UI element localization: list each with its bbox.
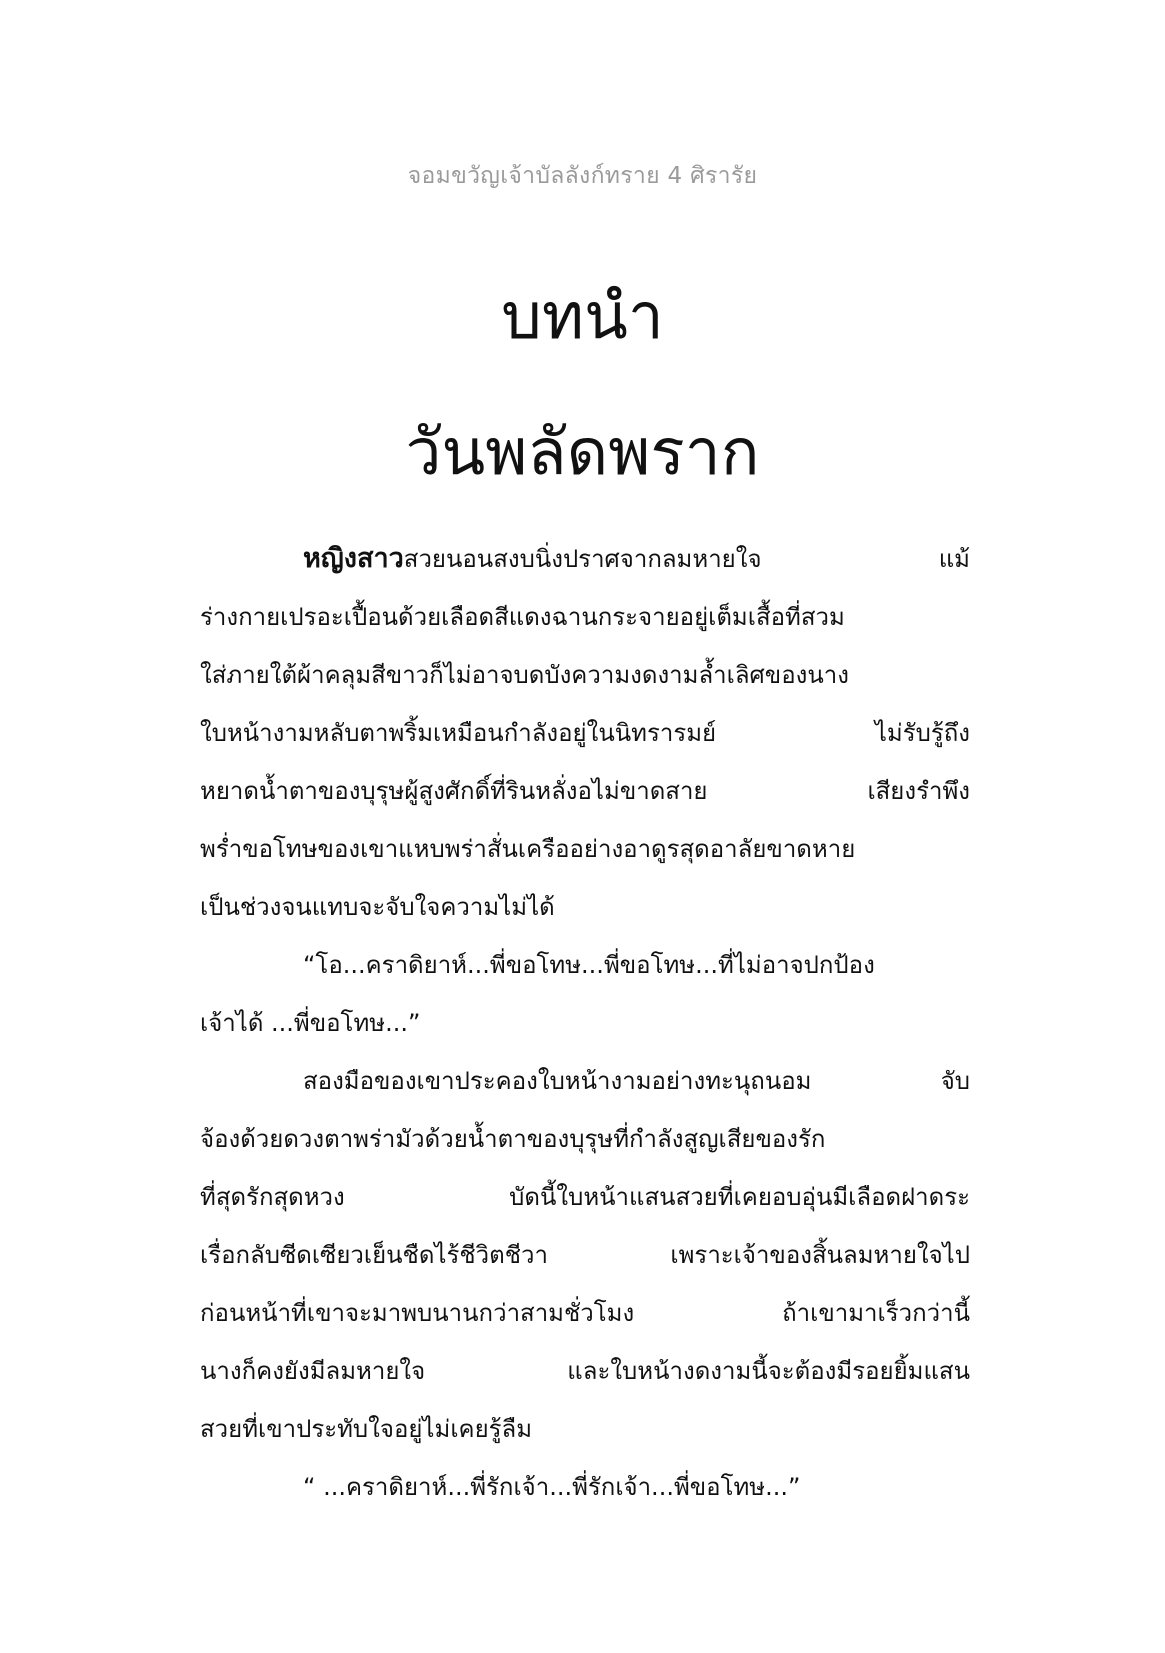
- paragraph-3-line: สวยที่เขาประทับใจอยู่ไม่เคยรู้ลืม: [200, 1415, 533, 1443]
- paragraph-2-line: เจ้าได้ ...พี่ขอโทษ...”: [200, 1009, 421, 1037]
- paragraph-3-line: นางก็คงยังมีลมหายใจ และใบหน้างดงามนี้จะต้องมีรอยยิ้มแสน: [200, 1357, 970, 1385]
- paragraph-1-line: ร่างกายเปรอะเปื้อนด้วยเลือดสีแดงฉานกระจายอยู่เต็มเสื้อที่สวม: [200, 603, 845, 631]
- chapter-label: บทนำ: [501, 280, 664, 354]
- paragraph-1-line: เป็นช่วงจนแทบจะจับใจความไม่ได้: [200, 893, 555, 921]
- paragraph-3-line: สองมือของเขาประคองใบหน้างามอย่างทะนุถนอม จับ: [303, 1067, 970, 1095]
- paragraph-3-line: ที่สุดรักสุดหวง บัดนี้ใบหน้าแสนสวยที่เคยอบอุ่นมีเลือดฝาดระ: [200, 1183, 970, 1211]
- paragraph-2-line: “โอ...คราดิยาห์...พี่ขอโทษ...พี่ขอโทษ...ที่ไม่อาจปกป้อง: [303, 951, 875, 979]
- paragraph-1-line: พร่ำขอโทษของเขาแหบพร่าสั่นเครืออย่างอาดูรสุดอาลัยขาดหาย: [200, 835, 856, 863]
- chapter-body: [200, 530, 970, 1516]
- running-header: จอมขวัญเจ้าบัลลังก์ทราย 4 ศิรารัย: [407, 163, 758, 189]
- paragraph-1-line-1: [200, 530, 970, 588]
- paragraph-3-line: จ้องด้วยดวงตาพร่ามัวด้วยน้ำตาของบุรุษที่กำลังสูญเสียของรัก: [200, 1125, 826, 1153]
- paragraph-3-line: เรื่อกลับซีดเซียวเย็นชืดไร้ชีวิตชีวา เพราะเจ้าของสิ้นลมหายใจไป: [200, 1241, 970, 1269]
- paragraph-1-line: ใส่ภายใต้ผ้าคลุมสีขาวก็ไม่อาจบดบังความงดงามล้ำเลิศของนาง: [200, 661, 849, 689]
- lead-bold-text: หญิงสาว: [303, 543, 404, 574]
- paragraph-3-line: ก่อนหน้าที่เขาจะมาพบนานกว่าสามชั่วโมง ถ้าเขามาเร็วกว่านี้: [200, 1299, 970, 1327]
- chapter-title: วันพลัดพราก: [405, 416, 760, 490]
- paragraph-1-line: หยาดน้ำตาของบุรุษผู้สูงศักดิ์ที่รินหลั่งอไม่ขาดสาย เสียงรำพึง: [200, 777, 970, 805]
- paragraph-4-line: “ ...คราดิยาห์...พี่รักเจ้า...พี่รักเจ้า...พี่ขอโทษ...”: [303, 1473, 801, 1501]
- lead-line-rest: สวยนอนสงบนิ่งปราศจากลมหายใจ แม้: [403, 545, 970, 573]
- paragraph-1-line: ใบหน้างามหลับตาพริ้มเหมือนกำลังอยู่ในนิทรารมย์ ไม่รับรู้ถึง: [200, 719, 970, 747]
